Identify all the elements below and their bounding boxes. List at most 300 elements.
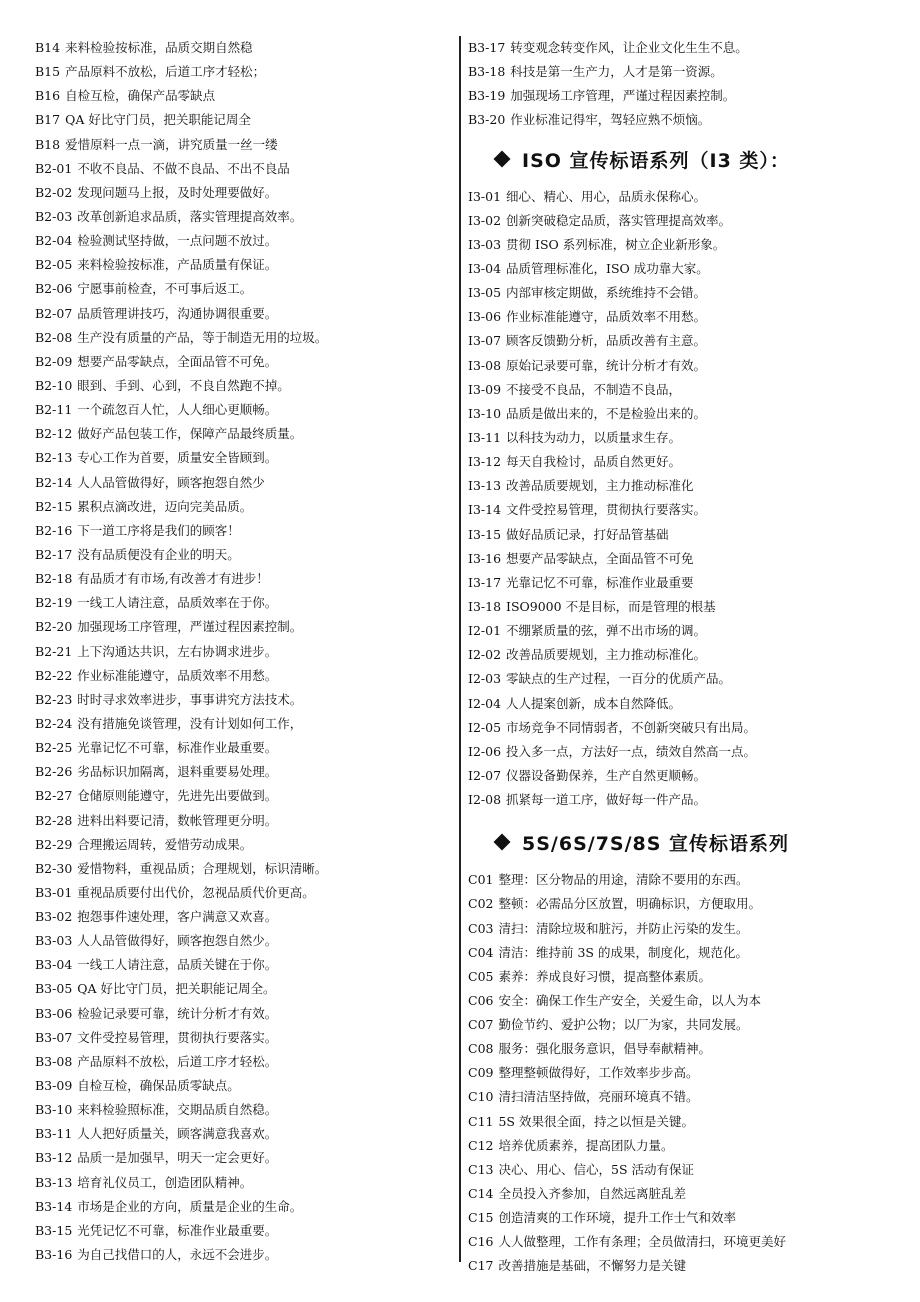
slogan-line bbox=[35, 760, 450, 784]
slogan-line bbox=[35, 157, 450, 181]
slogan-code: B15 bbox=[35, 64, 61, 80]
slogan-text: 内部审核定期做，系统维持不会错。 bbox=[506, 285, 707, 301]
slogan-code: I3-07 bbox=[468, 333, 502, 349]
slogan-text: 产品原料不放松，后道工序才轻松； bbox=[65, 64, 266, 80]
slogan-line bbox=[35, 833, 450, 857]
slogan-line bbox=[35, 688, 450, 712]
slogan-text: 眼到、手到、心到，不良自然跑不掉。 bbox=[77, 377, 290, 393]
fives-heading-text: 5S/6S/7S/8S 宣传标语系列 bbox=[522, 833, 790, 856]
slogan-text: 投入多一点，方法好一点，绩效自然高一点。 bbox=[506, 743, 757, 759]
slogan-line bbox=[468, 354, 898, 378]
slogan-line bbox=[468, 1013, 898, 1037]
slogan-text: 素养：养成良好习惯，提高整体素质。 bbox=[498, 968, 711, 984]
slogan-line bbox=[468, 60, 898, 84]
slogan-line bbox=[468, 1134, 898, 1158]
slogan-text: 品质管理标准化，ISO 成功靠大家。 bbox=[506, 260, 709, 276]
slogan-line bbox=[468, 965, 898, 989]
slogan-line bbox=[468, 84, 898, 108]
slogan-code: B14 bbox=[35, 40, 61, 55]
slogan-line bbox=[35, 809, 450, 833]
slogan-code: B3-18 bbox=[468, 64, 506, 80]
column-divider bbox=[459, 36, 461, 1262]
slogan-text: 自检互检，确保产品零缺点 bbox=[65, 88, 216, 104]
slogan-line bbox=[468, 1206, 898, 1230]
slogan-code: B3-08 bbox=[35, 1053, 73, 1069]
slogan-line bbox=[468, 305, 898, 329]
slogan-line bbox=[468, 1061, 898, 1085]
slogan-line bbox=[468, 329, 898, 353]
slogan-code: B3-12 bbox=[35, 1150, 73, 1166]
slogan-line bbox=[35, 422, 450, 446]
slogan-text: 来料检验按标准，产品质量有保证。 bbox=[77, 257, 278, 273]
slogan-line bbox=[35, 519, 450, 543]
slogan-line bbox=[35, 857, 450, 881]
slogan-code: B3-20 bbox=[468, 112, 506, 128]
slogan-line bbox=[35, 591, 450, 615]
slogan-line bbox=[35, 567, 450, 591]
slogan-code: I3-11 bbox=[468, 429, 502, 445]
slogan-text: 爱惜物料，重视品质；合理规划，标识清晰。 bbox=[77, 860, 328, 876]
slogan-code: B2-26 bbox=[35, 764, 73, 780]
slogan-text: 仓储原则能遵守，先进先出要做到。 bbox=[77, 788, 278, 804]
slogan-code: B2-04 bbox=[35, 233, 73, 249]
slogan-text: 文件受控易管理，贯彻执行要落实。 bbox=[506, 502, 707, 518]
slogan-code: B2-11 bbox=[35, 402, 73, 418]
slogan-text: ISO9000 不是目标，而是管理的根基 bbox=[506, 598, 716, 614]
slogan-line bbox=[468, 716, 898, 740]
slogan-text: 没有品质便没有企业的明天。 bbox=[77, 546, 240, 562]
slogan-line bbox=[35, 784, 450, 808]
slogan-text: 爱惜原料一点一滴，讲究质量一丝一缕 bbox=[65, 136, 278, 152]
slogan-text: 光靠记忆不可靠，标准作业最重要。 bbox=[77, 740, 278, 756]
slogan-code: I2-04 bbox=[468, 695, 502, 711]
slogan-text: 一个疏忽百人忙，人人细心更顺畅。 bbox=[77, 402, 278, 418]
slogan-text: 改革创新追求品质，落实管理提高效率。 bbox=[77, 208, 303, 224]
slogan-code: I3-01 bbox=[468, 188, 502, 204]
slogan-text: 累积点滴改进，迈向完美品质。 bbox=[77, 498, 253, 514]
slogan-code: I3-10 bbox=[468, 405, 502, 421]
slogan-text: 创新突破稳定品质，落实管理提高效率。 bbox=[506, 212, 732, 228]
slogan-code: B3-16 bbox=[35, 1247, 73, 1263]
slogan-text: 不绷紧质量的弦，弹不出市场的调。 bbox=[506, 623, 707, 639]
slogan-line bbox=[35, 302, 450, 326]
slogan-code: B3-11 bbox=[35, 1126, 73, 1142]
slogan-code: I3-09 bbox=[468, 381, 502, 397]
slogan-code: B2-05 bbox=[35, 257, 73, 273]
slogan-line bbox=[35, 905, 450, 929]
slogan-text: 合理搬运周转，爱惜劳动成果。 bbox=[77, 836, 253, 852]
slogan-code: B3-10 bbox=[35, 1102, 73, 1118]
slogan-line bbox=[35, 108, 450, 132]
slogan-line bbox=[468, 892, 898, 916]
slogan-text: 有品质才有市场,有改善才有进步！ bbox=[77, 571, 269, 587]
slogan-text: 服务：强化服务意识，倡导奉献精神。 bbox=[498, 1041, 711, 1057]
slogan-text: 加强现场工序管理，严谨过程因素控制。 bbox=[510, 88, 736, 104]
slogan-text: 做好品质记录，打好品管基础 bbox=[506, 526, 669, 542]
slogan-line bbox=[468, 402, 898, 426]
slogan-code: I2-02 bbox=[468, 647, 502, 663]
slogan-code: I3-18 bbox=[468, 598, 502, 614]
slogan-line bbox=[468, 1158, 898, 1182]
slogan-text: 为自己找借口的人，永远不会进步。 bbox=[77, 1247, 278, 1263]
slogan-text: 宁愿事前检查，不可事后返工。 bbox=[77, 281, 253, 297]
slogan-code: C01 bbox=[468, 872, 494, 888]
slogan-text: 进料出料要记清，数帐管理更分明。 bbox=[77, 812, 278, 828]
slogan-code: I3-03 bbox=[468, 236, 502, 252]
slogan-text: 品质是做出来的，不是检验出来的。 bbox=[506, 405, 707, 421]
slogan-code: B2-09 bbox=[35, 353, 73, 369]
slogan-code: B3-17 bbox=[468, 40, 506, 55]
slogan-text: 作业标准能遵守，品质效率不用愁。 bbox=[506, 309, 707, 325]
slogan-text: QA 好比守门员，把关职能记周全。 bbox=[77, 981, 276, 997]
slogan-text: 一线工人请注意，品质效率在于你。 bbox=[77, 595, 278, 611]
slogan-line bbox=[468, 788, 898, 812]
diamond-bullet-icon bbox=[494, 150, 511, 167]
slogan-text: 生产没有质量的产品，等于制造无用的垃圾。 bbox=[77, 329, 328, 345]
slogan-code: I3-14 bbox=[468, 502, 502, 518]
slogan-line bbox=[468, 667, 898, 691]
slogan-code: B2-08 bbox=[35, 329, 73, 345]
slogan-line bbox=[468, 426, 898, 450]
slogan-code: C13 bbox=[468, 1161, 494, 1177]
slogan-code: C07 bbox=[468, 1017, 494, 1033]
slogan-code: B2-14 bbox=[35, 474, 73, 490]
left-column bbox=[35, 36, 450, 1267]
slogan-text: 发现问题马上报，及时处理要做好。 bbox=[77, 184, 278, 200]
slogan-code: I3-15 bbox=[468, 526, 502, 542]
slogan-text: 抱怨事件速处理，客户满意又欢喜。 bbox=[77, 909, 278, 925]
slogan-code: B2-07 bbox=[35, 305, 73, 321]
slogan-code: C14 bbox=[468, 1186, 494, 1202]
slogan-line bbox=[35, 326, 450, 350]
slogan-code: B2-22 bbox=[35, 667, 73, 683]
slogan-line bbox=[468, 941, 898, 965]
slogan-text: 人人品管做得好，顾客抱怨自然少。 bbox=[77, 933, 278, 949]
slogan-text: 清洁：维持前 3S 的成果，制度化，规范化。 bbox=[498, 944, 748, 960]
slogan-line bbox=[35, 446, 450, 470]
slogan-line bbox=[35, 1098, 450, 1122]
slogan-text: 整理：区分物品的用途，清除不要用的东西。 bbox=[498, 872, 749, 888]
slogan-code: B2-27 bbox=[35, 788, 73, 804]
slogan-line bbox=[35, 277, 450, 301]
slogan-text: 顾客反馈勤分析，品质改善有主意。 bbox=[506, 333, 707, 349]
slogan-text: QA 好比守门员，把关职能记周全 bbox=[65, 112, 251, 128]
slogan-line bbox=[468, 619, 898, 643]
slogan-text: 下一道工序将是我们的顾客！ bbox=[77, 522, 240, 538]
slogan-code: C04 bbox=[468, 944, 494, 960]
slogan-text: 来料检验按标准，品质交期自然稳 bbox=[65, 40, 253, 55]
fives-section-heading bbox=[468, 820, 898, 868]
slogan-text: 专心工作为首要，质量安全皆顾到。 bbox=[77, 450, 278, 466]
slogan-line bbox=[468, 1085, 898, 1109]
slogan-code: I3-17 bbox=[468, 574, 502, 590]
slogan-line bbox=[35, 1050, 450, 1074]
slogan-code: B2-19 bbox=[35, 595, 73, 611]
iso-section-heading bbox=[468, 137, 898, 185]
slogan-line bbox=[468, 1110, 898, 1134]
slogan-text: 仪器设备勤保养，生产自然更顺畅。 bbox=[506, 767, 707, 783]
slogan-line bbox=[468, 1182, 898, 1206]
slogan-text: 培养优质素养，提高团队力量。 bbox=[498, 1137, 674, 1153]
slogan-text: 市场是企业的方向，质量是企业的生命。 bbox=[77, 1198, 303, 1214]
slogan-code: B2-25 bbox=[35, 740, 73, 756]
slogan-text: 清扫清洁坚持做，亮丽环境真不错。 bbox=[498, 1089, 699, 1105]
slogan-code: B2-18 bbox=[35, 571, 73, 587]
slogan-text: 决心、用心、信心，5S 活动有保证 bbox=[498, 1161, 694, 1177]
slogan-line bbox=[35, 60, 450, 84]
slogan-line bbox=[35, 736, 450, 760]
slogan-code: C12 bbox=[468, 1137, 494, 1153]
slogan-text: 改善措施是基础，不懈努力是关键 bbox=[498, 1258, 686, 1274]
slogan-line bbox=[35, 181, 450, 205]
slogan-text: 想要产品零缺点，全面品管不可免。 bbox=[77, 353, 278, 369]
slogan-code: C10 bbox=[468, 1089, 494, 1105]
slogan-line bbox=[468, 1230, 898, 1254]
slogan-code: B2-15 bbox=[35, 498, 73, 514]
slogan-code: B3-01 bbox=[35, 884, 73, 900]
slogan-text: 上下沟通达共识，左右协调求进步。 bbox=[77, 643, 278, 659]
slogan-code: B2-16 bbox=[35, 522, 73, 538]
slogan-code: B18 bbox=[35, 136, 61, 152]
slogan-line bbox=[35, 398, 450, 422]
slogan-line bbox=[35, 374, 450, 398]
slogan-code: B2-03 bbox=[35, 208, 73, 224]
slogan-line bbox=[468, 523, 898, 547]
slogan-text: 做好产品包装工作，保障产品最终质量。 bbox=[77, 426, 303, 442]
slogan-line bbox=[468, 917, 898, 941]
slogan-line bbox=[35, 543, 450, 567]
right-column bbox=[468, 36, 898, 1279]
slogan-code: B2-20 bbox=[35, 619, 73, 635]
slogan-text: 一线工人请注意，品质关键在于你。 bbox=[77, 957, 278, 973]
slogan-line bbox=[35, 615, 450, 639]
slogan-line bbox=[35, 471, 450, 495]
slogan-text: 创造清爽的工作环境，提升工作士气和效率 bbox=[498, 1210, 736, 1226]
slogan-line bbox=[35, 1122, 450, 1146]
slogan-code: B17 bbox=[35, 112, 61, 128]
slogan-line bbox=[35, 1026, 450, 1050]
slogan-text: 不接受不良品，不制造不良品， bbox=[506, 381, 682, 397]
slogan-line bbox=[35, 1146, 450, 1170]
slogan-code: I3-12 bbox=[468, 454, 502, 470]
slogan-text: 作业标准记得牢，驾轻应熟不烦恼。 bbox=[510, 112, 711, 128]
slogan-line bbox=[468, 36, 898, 60]
slogan-line bbox=[35, 977, 450, 1001]
slogan-line bbox=[468, 257, 898, 281]
slogan-line bbox=[35, 929, 450, 953]
slogan-text: 全员投入齐参加，自然远离脏乱差 bbox=[498, 1186, 686, 1202]
slogan-text: 想要产品零缺点，全面品管不可免 bbox=[506, 550, 694, 566]
slogan-text: 检验记录要可靠，统计分析才有效。 bbox=[77, 1005, 278, 1021]
slogan-list-iso bbox=[468, 185, 898, 813]
slogan-text: 改善品质要规划，主力推动标准化 bbox=[506, 478, 694, 494]
slogan-line bbox=[468, 547, 898, 571]
slogan-text: 重视品质要付出代价，忽视品质代价更高。 bbox=[77, 884, 315, 900]
slogan-text: 人人把好质量关，顾客满意我喜欢。 bbox=[77, 1126, 278, 1142]
slogan-text: 自检互检，确保品质零缺点。 bbox=[77, 1078, 240, 1094]
slogan-line bbox=[35, 1195, 450, 1219]
slogan-code: I3-02 bbox=[468, 212, 502, 228]
slogan-line bbox=[468, 233, 898, 257]
slogan-code: I3-05 bbox=[468, 285, 502, 301]
slogan-line bbox=[468, 692, 898, 716]
slogan-text: 时时寻求效率进步，事事讲究方法技术。 bbox=[77, 691, 303, 707]
slogan-code: B2-13 bbox=[35, 450, 73, 466]
slogan-code: C03 bbox=[468, 920, 494, 936]
slogan-line bbox=[35, 1074, 450, 1098]
slogan-code: C11 bbox=[468, 1113, 494, 1129]
slogan-line bbox=[468, 1254, 898, 1278]
slogan-line bbox=[468, 209, 898, 233]
slogan-text: 安全：确保工作生产安全，关爱生命，以人为本 bbox=[498, 992, 761, 1008]
slogan-line bbox=[35, 495, 450, 519]
slogan-line bbox=[468, 764, 898, 788]
slogan-code: B2-01 bbox=[35, 160, 73, 176]
slogan-text: 来料检验照标准，交期品质自然稳。 bbox=[77, 1102, 278, 1118]
slogan-code: B3-13 bbox=[35, 1174, 73, 1190]
slogan-text: 细心、精心、用心，品质永保称心。 bbox=[506, 188, 707, 204]
slogan-text: 以科技为动力，以质量求生存。 bbox=[506, 429, 682, 445]
slogan-line bbox=[468, 185, 898, 209]
slogan-text: 品质一是加强早，明天一定会更好。 bbox=[77, 1150, 278, 1166]
slogan-text: 人人做整理，工作有条理；全员做清扫，环境更美好 bbox=[498, 1234, 786, 1250]
slogan-text: 清扫：清除垃圾和脏污，并防止污染的发生。 bbox=[498, 920, 749, 936]
slogan-text: 检验测试坚持做，一点问题不放过。 bbox=[77, 233, 278, 249]
slogan-line bbox=[468, 498, 898, 522]
slogan-text: 人人品管做得好，顾客抱怨自然少 bbox=[77, 474, 265, 490]
slogan-code: B2-12 bbox=[35, 426, 73, 442]
slogan-line bbox=[35, 712, 450, 736]
slogan-text: 科技是第一生产力，人才是第一资源。 bbox=[510, 64, 723, 80]
slogan-code: I3-06 bbox=[468, 309, 502, 325]
slogan-code: B3-02 bbox=[35, 909, 73, 925]
slogan-code: B2-30 bbox=[35, 860, 73, 876]
slogan-code: B3-07 bbox=[35, 1029, 73, 1045]
slogan-code: I2-01 bbox=[468, 623, 502, 639]
slogan-code: C09 bbox=[468, 1065, 494, 1081]
slogan-code: B3-19 bbox=[468, 88, 506, 104]
slogan-text: 整顿：必需品分区放置，明确标识，方便取用。 bbox=[498, 896, 761, 912]
slogan-code: I2-07 bbox=[468, 767, 502, 783]
slogan-line bbox=[35, 953, 450, 977]
slogan-code: B2-02 bbox=[35, 184, 73, 200]
slogan-text: 加强现场工序管理，严谨过程因素控制。 bbox=[77, 619, 303, 635]
slogan-line bbox=[35, 1002, 450, 1026]
slogan-line bbox=[468, 643, 898, 667]
slogan-line bbox=[468, 108, 898, 132]
slogan-list-5s bbox=[468, 868, 898, 1278]
slogan-line bbox=[35, 1243, 450, 1267]
iso-heading-text: ISO 宣传标语系列（I3 类）： bbox=[522, 149, 790, 172]
slogan-text: 抓紧每一道工序，做好每一件产品。 bbox=[506, 792, 707, 808]
slogan-line bbox=[468, 740, 898, 764]
slogan-code: B2-24 bbox=[35, 715, 73, 731]
slogan-line bbox=[35, 640, 450, 664]
slogan-line bbox=[35, 133, 450, 157]
slogan-text: 不收不良品、不做不良品、不出不良品 bbox=[77, 160, 290, 176]
slogan-text: 光凭记忆不可靠，标准作业最重要。 bbox=[77, 1222, 278, 1238]
slogan-text: 文件受控易管理，贯彻执行要落实。 bbox=[77, 1029, 278, 1045]
slogan-line bbox=[35, 36, 450, 60]
slogan-code: I2-08 bbox=[468, 792, 502, 808]
slogan-text: 勤俭节约、爱护公物；以厂为家，共同发展。 bbox=[498, 1017, 749, 1033]
slogan-text: 原始记录要可靠，统计分析才有效。 bbox=[506, 357, 707, 373]
slogan-text: 市场竞争不同情弱者，不创新突破只有出局。 bbox=[506, 719, 757, 735]
diamond-bullet-icon bbox=[494, 834, 511, 851]
slogan-code: B3-04 bbox=[35, 957, 73, 973]
slogan-text: 转变观念转变作风，让企业文化生生不息。 bbox=[510, 40, 748, 55]
slogan-text: 人人提案创新，成本自然降低。 bbox=[506, 695, 682, 711]
slogan-code: I3-08 bbox=[468, 357, 502, 373]
slogan-text: 劣品标识加隔离，退料重要易处理。 bbox=[77, 764, 278, 780]
slogan-code: B3-14 bbox=[35, 1198, 73, 1214]
slogan-code: B2-23 bbox=[35, 691, 73, 707]
slogan-line bbox=[35, 664, 450, 688]
slogan-line bbox=[468, 595, 898, 619]
slogan-text: 5S 效果很全面，持之以恒是关键。 bbox=[498, 1113, 694, 1129]
slogan-line bbox=[468, 571, 898, 595]
slogan-line bbox=[468, 281, 898, 305]
slogan-text: 零缺点的生产过程，一百分的优质产品。 bbox=[506, 671, 732, 687]
slogan-line bbox=[35, 84, 450, 108]
slogan-code: I3-16 bbox=[468, 550, 502, 566]
slogan-code: I2-06 bbox=[468, 743, 502, 759]
slogan-code: C16 bbox=[468, 1234, 494, 1250]
slogan-code: C08 bbox=[468, 1041, 494, 1057]
slogan-code: B3-09 bbox=[35, 1078, 73, 1094]
slogan-line bbox=[35, 205, 450, 229]
slogan-code: C17 bbox=[468, 1258, 494, 1274]
slogan-code: B3-06 bbox=[35, 1005, 73, 1021]
slogan-code: B3-15 bbox=[35, 1222, 73, 1238]
slogan-line bbox=[468, 1037, 898, 1061]
slogan-code: C15 bbox=[468, 1210, 494, 1226]
slogan-text: 贯彻 ISO 系列标准，树立企业新形象。 bbox=[506, 236, 726, 252]
slogan-line bbox=[468, 450, 898, 474]
slogan-line bbox=[35, 253, 450, 277]
slogan-line bbox=[468, 868, 898, 892]
slogan-text: 光靠记忆不可靠，标准作业最重要 bbox=[506, 574, 694, 590]
slogan-text: 没有措施免谈管理，没有计划如何工作， bbox=[77, 715, 303, 731]
slogan-text: 品质管理讲技巧，沟通协调很重要。 bbox=[77, 305, 278, 321]
slogan-text: 产品原料不放松，后道工序才轻松。 bbox=[77, 1053, 278, 1069]
slogan-text: 培育礼仪员工，创造团队精神。 bbox=[77, 1174, 253, 1190]
slogan-line bbox=[468, 989, 898, 1013]
slogan-line bbox=[35, 1219, 450, 1243]
slogan-code: I2-05 bbox=[468, 719, 502, 735]
slogan-list-b3 bbox=[468, 36, 898, 133]
slogan-code: B2-06 bbox=[35, 281, 73, 297]
slogan-code: B2-28 bbox=[35, 812, 73, 828]
slogan-code: C05 bbox=[468, 968, 494, 984]
slogan-code: I3-13 bbox=[468, 478, 502, 494]
slogan-line bbox=[35, 229, 450, 253]
slogan-text: 整理整顿做得好，工作效率步步高。 bbox=[498, 1065, 699, 1081]
slogan-code: B3-05 bbox=[35, 981, 73, 997]
slogan-line bbox=[35, 350, 450, 374]
slogan-code: B16 bbox=[35, 88, 61, 104]
slogan-text: 作业标准能遵守，品质效率不用愁。 bbox=[77, 667, 278, 683]
slogan-code: B3-03 bbox=[35, 933, 73, 949]
slogan-text: 改善品质要规划，主力推动标准化。 bbox=[506, 647, 707, 663]
slogan-line bbox=[35, 1171, 450, 1195]
slogan-code: C02 bbox=[468, 896, 494, 912]
slogan-code: B2-21 bbox=[35, 643, 73, 659]
slogan-code: I2-03 bbox=[468, 671, 502, 687]
slogan-code: B2-10 bbox=[35, 377, 73, 393]
slogan-code: B2-29 bbox=[35, 836, 73, 852]
slogan-code: I3-04 bbox=[468, 260, 502, 276]
